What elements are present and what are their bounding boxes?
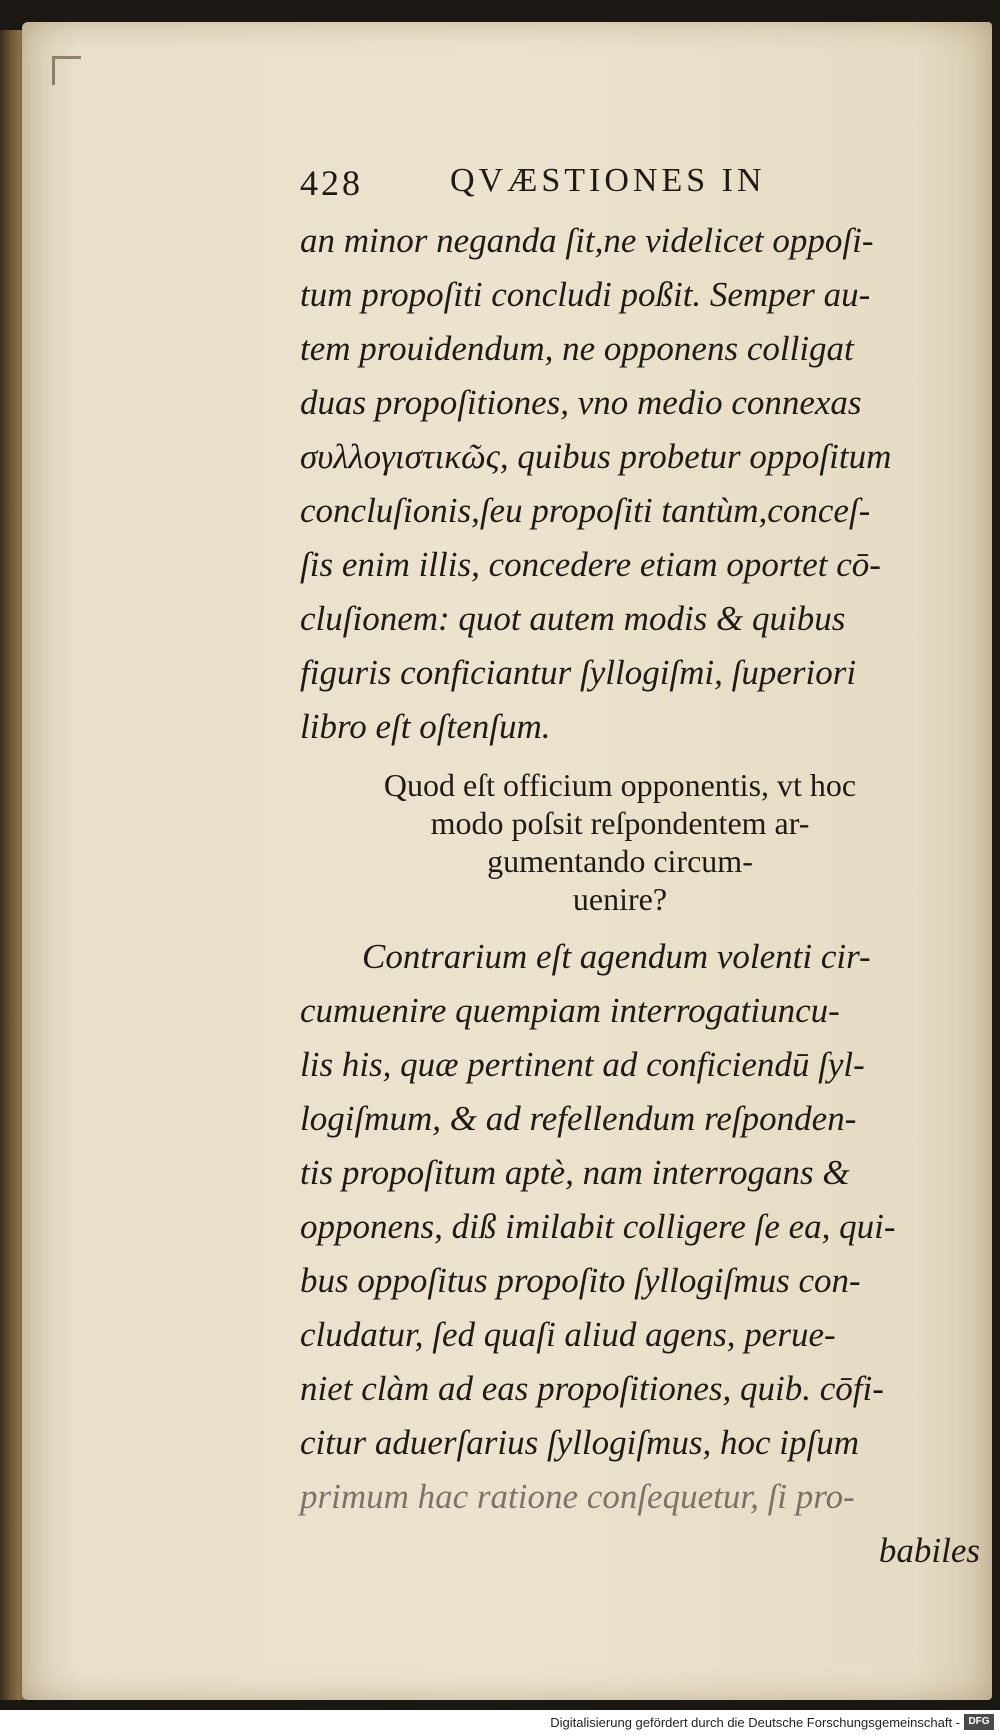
footer-bar [0, 1710, 1000, 1735]
running-head [300, 162, 980, 214]
heading-line: Quod eſt officium opponentis, vt hoc [383, 767, 857, 803]
running-title: QVÆSTIONES IN [450, 162, 766, 199]
text-line: bus oppoſitus propoſito ſyllogiſmus con- [300, 1261, 861, 1300]
text-line: primum hac ratione conſequetur, ſi pro- [300, 1477, 855, 1516]
dfg-logo: DFG [964, 1714, 994, 1730]
text-line: niet clàm ad eas propoſitiones, quib. cōfi- [300, 1369, 884, 1408]
text-line: citur aduerſarius ſyllogiſmus, hoc ipſum [300, 1423, 860, 1462]
text-line: tum propoſiti concludi poßit. Semper au- [300, 275, 871, 314]
paragraph-1 [300, 214, 980, 754]
text-line: duas propoſitiones, vno medio connexas [300, 383, 862, 422]
text-line: cumuenire quempiam interrogatiuncu- [300, 991, 840, 1030]
text-line: an minor neganda ſit,ne videlicet oppoſi- [300, 221, 874, 260]
text-line: figuris conficiantur ſyllogiſmi, ſuperiori [300, 653, 857, 692]
paragraph-2 [300, 930, 980, 1524]
text-line: tem prouidendum, ne opponens colligat [300, 329, 854, 368]
digitization-credit: Digitalisierung gefördert durch die Deutsche Forschungsgemeinschaft - [550, 1715, 960, 1730]
text-line: cludatur, ſed quaſi aliud agens, perue- [300, 1315, 836, 1354]
text-line: lis his, quæ pertinent ad conficiendū ſyl- [300, 1045, 865, 1084]
heading-line: uenire? [572, 881, 668, 917]
heading-line: gumentando circum- [487, 843, 753, 879]
text-line: logiſmum, & ad refellendum reſponden- [300, 1099, 857, 1138]
text-line: concluſionis,ſeu propoſiti tantùm,conceſ- [300, 491, 871, 530]
page-number: 428 [300, 163, 363, 203]
text-line: tis propoſitum aptè, nam interrogans & [300, 1153, 850, 1192]
page-corner-mark [52, 56, 81, 85]
text-line: ſis enim illis, concedere etiam oportet cō- [300, 545, 881, 584]
section-heading [300, 766, 940, 918]
page-text-block [300, 162, 980, 1578]
text-line: libro eſt oſtenſum. [300, 707, 551, 746]
text-line: Contrarium eſt agendum volenti cir- [362, 937, 871, 976]
text-line: opponens, diß imilabit colligere ſe ea, qui- [300, 1207, 896, 1246]
text-line: συλλογιστικῶς, quibus probetur oppoſitum [300, 437, 892, 476]
heading-line: modo poſsit reſpondentem ar- [430, 805, 810, 841]
catchword: babiles [878, 1531, 980, 1570]
text-line: cluſionem: quot autem modis & quibus [300, 599, 846, 638]
